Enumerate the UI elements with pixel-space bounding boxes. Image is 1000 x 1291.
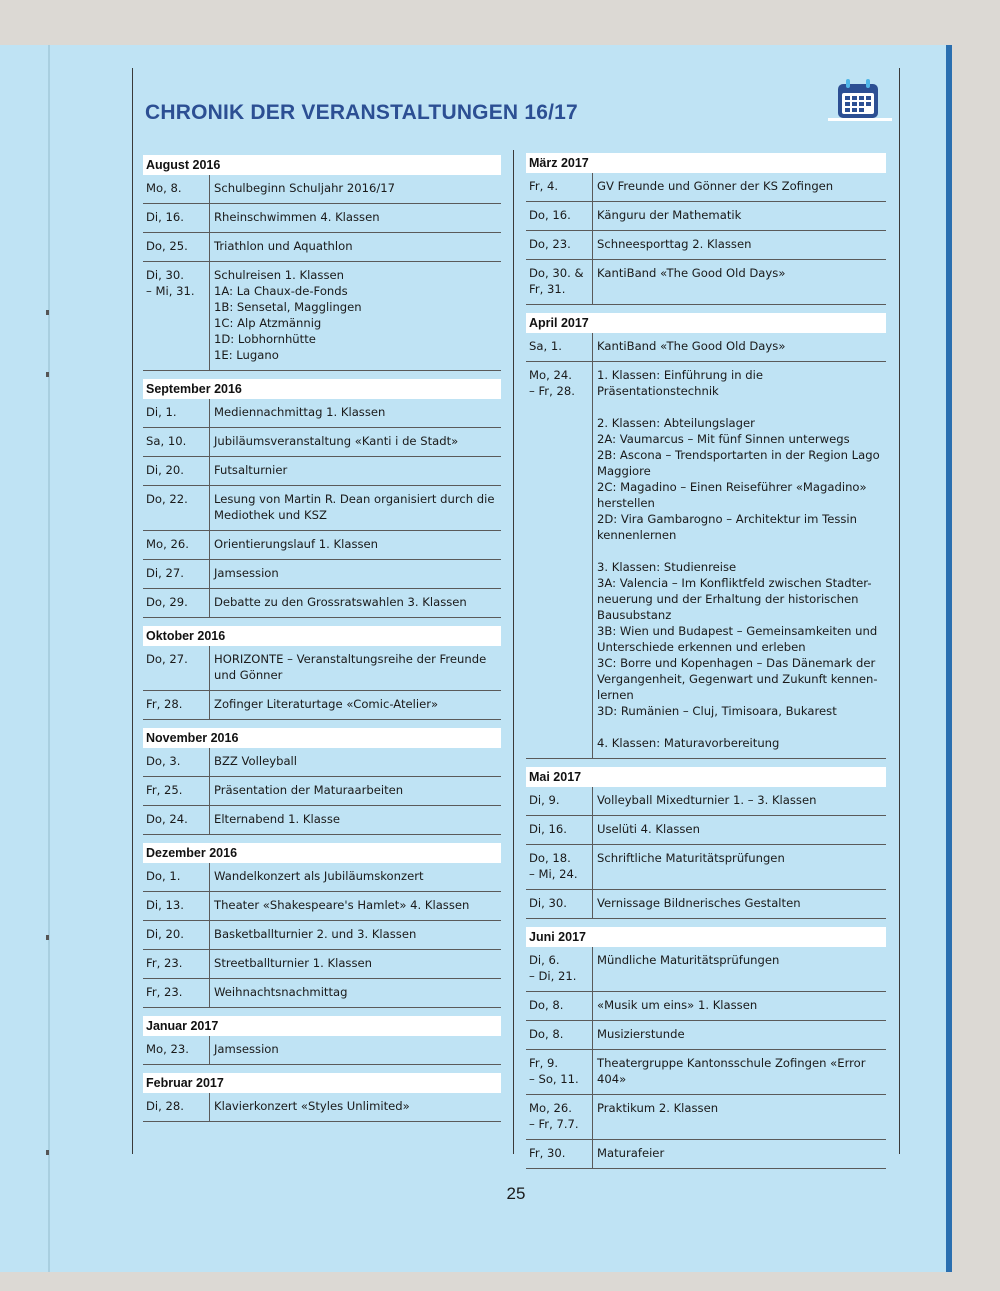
event-date: Do, 29. [143, 589, 210, 617]
event-row [526, 1050, 886, 1095]
event-description: Mündliche Maturitätsprüfungen [597, 953, 780, 967]
month-heading: April 2017 [526, 313, 886, 333]
event-date: Do, 24. [143, 806, 210, 834]
binding-mark [46, 310, 49, 315]
event-row [143, 560, 501, 589]
event-description: Klavierkonzert «Styles Unlimited» [214, 1099, 410, 1113]
event-date: Di, 9. [526, 787, 593, 815]
event-date: Di, 1. [143, 399, 210, 427]
page-edge [946, 45, 952, 1272]
center-rule [513, 150, 514, 1154]
event-description: Triathlon und Aquathlon [214, 239, 353, 253]
event-description: Jubiläumsveranstaltung «Kanti i de Stadt» [214, 434, 459, 448]
event-date: Di, 20. [143, 457, 210, 485]
right-border-rule [899, 68, 900, 1154]
event-date: Do, 18. – Mi, 24. [526, 845, 593, 889]
event-description: Vernissage Bildnerisches Gestalten [597, 896, 801, 910]
event-date: Di, 16. [143, 204, 210, 232]
event-date: Sa, 1. [526, 333, 593, 361]
event-row [526, 816, 886, 845]
event-description: Känguru der Mathematik [597, 208, 742, 222]
event-date: Do, 16. [526, 202, 593, 230]
event-description: Basketballturnier 2. und 3. Klassen [214, 927, 417, 941]
event-row [143, 204, 501, 233]
event-row [143, 399, 501, 428]
event-row [143, 486, 501, 531]
event-date: Do, 3. [143, 748, 210, 776]
event-row [143, 1036, 501, 1065]
event-row [143, 1093, 501, 1122]
event-description: Debatte zu den Grossratswahlen 3. Klassen [214, 595, 467, 609]
event-date: Mo, 26. – Fr, 7.7. [526, 1095, 593, 1139]
event-row [143, 233, 501, 262]
month-heading: Juni 2017 [526, 927, 886, 947]
event-row [526, 173, 886, 202]
event-date: Di, 13. [143, 892, 210, 920]
event-row [143, 646, 501, 691]
event-date: Di, 30. [526, 890, 593, 918]
event-row [143, 892, 501, 921]
event-date: Fr, 9. – So, 11. [526, 1050, 593, 1094]
event-description: 1. Klassen: Einführung in die Präsentationstechnik 2. Klassen: Abteilungslager 2A: Vaumarcus – Mit fünf Sinnen unterwegs 2B: Ascona – Trendsportarten in der Region Lago Maggiore 2C: Magadino – Einen Reiseführer «Magadino» herstellen 2D: Vira Gambarogno – Architektur im Tessin kennenlernen 3. Klassen: Studienreise 3A: Valencia – Im Konfliktfeld zwischen Stadter-neuerung und der Erhaltung der historischen Bausubstanz 3B: Wien und Budapest – Gemeinsamkeiten und Unterschiede erkennen und erleben 3C: Borre und Kopenhagen – Das Dänemark der Vergangenheit, Gegenwart und Zukunft kennen-lernen 3D: Rumänien – Cluj, Timisoara, Bukarest 4. Klassen: Maturavorbereitung [597, 368, 880, 750]
event-description: KantiBand «The Good Old Days» [597, 266, 786, 280]
event-description: Elternabend 1. Klasse [214, 812, 341, 826]
event-date: Do, 22. [143, 486, 210, 530]
event-description: Weihnachtsnachmittag [214, 985, 348, 999]
month-heading: Oktober 2016 [143, 626, 501, 646]
event-row [143, 589, 501, 618]
right-column [526, 153, 886, 1169]
event-date: Di, 16. [526, 816, 593, 844]
binding-mark [46, 372, 49, 377]
event-description: Mediennachmittag 1. Klassen [214, 405, 386, 419]
event-date: Di, 27. [143, 560, 210, 588]
month-heading: November 2016 [143, 728, 501, 748]
event-date: Sa, 10. [143, 428, 210, 456]
event-row [526, 362, 886, 759]
event-description: Volleyball Mixedturnier 1. – 3. Klassen [597, 793, 817, 807]
event-date: Fr, 30. [526, 1140, 593, 1168]
event-row [526, 787, 886, 816]
event-row [143, 777, 501, 806]
event-date: Do, 27. [143, 646, 210, 690]
event-description: Musizierstunde [597, 1027, 685, 1041]
event-date: Di, 20. [143, 921, 210, 949]
event-description: Uselüti 4. Klassen [597, 822, 700, 836]
event-row [143, 691, 501, 720]
event-date: Di, 28. [143, 1093, 210, 1121]
left-border-rule [132, 68, 133, 1154]
event-date: Do, 8. [526, 1021, 593, 1049]
event-date: Do, 8. [526, 992, 593, 1020]
event-description: Theatergruppe Kantonsschule Zofingen «Error 404» [597, 1056, 866, 1086]
event-row [143, 748, 501, 777]
event-description: Schneesporttag 2. Klassen [597, 237, 752, 251]
month-heading: August 2016 [143, 155, 501, 175]
event-description: «Musik um eins» 1. Klassen [597, 998, 758, 1012]
event-date: Di, 30. – Mi, 31. [143, 262, 210, 370]
page-number: 25 [506, 1184, 526, 1203]
month-heading: September 2016 [143, 379, 501, 399]
month-heading: Mai 2017 [526, 767, 886, 787]
event-date: Do, 1. [143, 863, 210, 891]
page-spine [48, 45, 50, 1272]
event-date: Do, 23. [526, 231, 593, 259]
calendar-icon [828, 76, 892, 124]
event-row [143, 806, 501, 835]
event-date: Mo, 8. [143, 175, 210, 203]
event-row [526, 202, 886, 231]
event-date: Mo, 24. – Fr, 28. [526, 362, 593, 758]
event-date: Fr, 23. [143, 979, 210, 1007]
event-row [526, 231, 886, 260]
event-row [526, 992, 886, 1021]
event-row [143, 863, 501, 892]
event-description: Jamsession [214, 1042, 279, 1056]
event-row [143, 175, 501, 204]
left-column [143, 155, 501, 1122]
event-date: Do, 25. [143, 233, 210, 261]
event-description: Rheinschwimmen 4. Klassen [214, 210, 380, 224]
event-date: Mo, 23. [143, 1036, 210, 1064]
binding-mark [46, 1150, 49, 1155]
event-date: Mo, 26. [143, 531, 210, 559]
event-description: Theater «Shakespeare's Hamlet» 4. Klassen [214, 898, 470, 912]
event-row [143, 428, 501, 457]
event-description: GV Freunde und Gönner der KS Zofingen [597, 179, 834, 193]
event-date: Fr, 4. [526, 173, 593, 201]
event-row [143, 979, 501, 1008]
event-description: Schriftliche Maturitätsprüfungen [597, 851, 785, 865]
event-description: Wandelkonzert als Jubiläumskonzert [214, 869, 424, 883]
event-description: Futsalturnier [214, 463, 288, 477]
event-description: Zofinger Literaturtage «Comic-Atelier» [214, 697, 439, 711]
event-row [143, 950, 501, 979]
event-date: Fr, 25. [143, 777, 210, 805]
month-heading: März 2017 [526, 153, 886, 173]
binding-mark [46, 935, 49, 940]
event-date: Do, 30. & Fr, 31. [526, 260, 593, 304]
event-description: BZZ Volleyball [214, 754, 297, 768]
event-description: Lesung von Martin R. Dean organisiert durch die Mediothek und KSZ [214, 492, 495, 522]
event-row [526, 1140, 886, 1169]
event-description: Streetballturnier 1. Klassen [214, 956, 372, 970]
event-row [526, 1095, 886, 1140]
event-row [526, 1021, 886, 1050]
month-heading: Januar 2017 [143, 1016, 501, 1036]
event-date: Fr, 28. [143, 691, 210, 719]
event-description: Jamsession [214, 566, 279, 580]
event-row [526, 845, 886, 890]
event-row [143, 921, 501, 950]
event-date: Di, 6. – Di, 21. [526, 947, 593, 991]
event-description: KantiBand «The Good Old Days» [597, 339, 786, 353]
event-description: Maturafeier [597, 1146, 665, 1160]
event-description: Praktikum 2. Klassen [597, 1101, 719, 1115]
event-row [143, 457, 501, 486]
event-description: Schulbeginn Schuljahr 2016/17 [214, 181, 396, 195]
event-description: Präsentation der Maturaarbeiten [214, 783, 404, 797]
event-row [526, 333, 886, 362]
page-title: CHRONIK DER VERANSTALTUNGEN 16/17 [145, 101, 578, 124]
event-row [143, 262, 501, 371]
event-row [526, 947, 886, 992]
event-date: Fr, 23. [143, 950, 210, 978]
month-heading: Dezember 2016 [143, 843, 501, 863]
month-heading: Februar 2017 [143, 1073, 501, 1093]
event-description: Schulreisen 1. Klassen 1A: La Chaux-de-Fonds 1B: Sensetal, Magglingen 1C: Alp Atzmännig 1D: Lobhornhütte 1E: Lugano [214, 268, 362, 362]
event-description: Orientierungslauf 1. Klassen [214, 537, 379, 551]
event-row [143, 531, 501, 560]
event-row [526, 260, 886, 305]
event-description: HORIZONTE – Veranstaltungsreihe der Freunde und Gönner [214, 652, 487, 682]
event-row [526, 890, 886, 919]
